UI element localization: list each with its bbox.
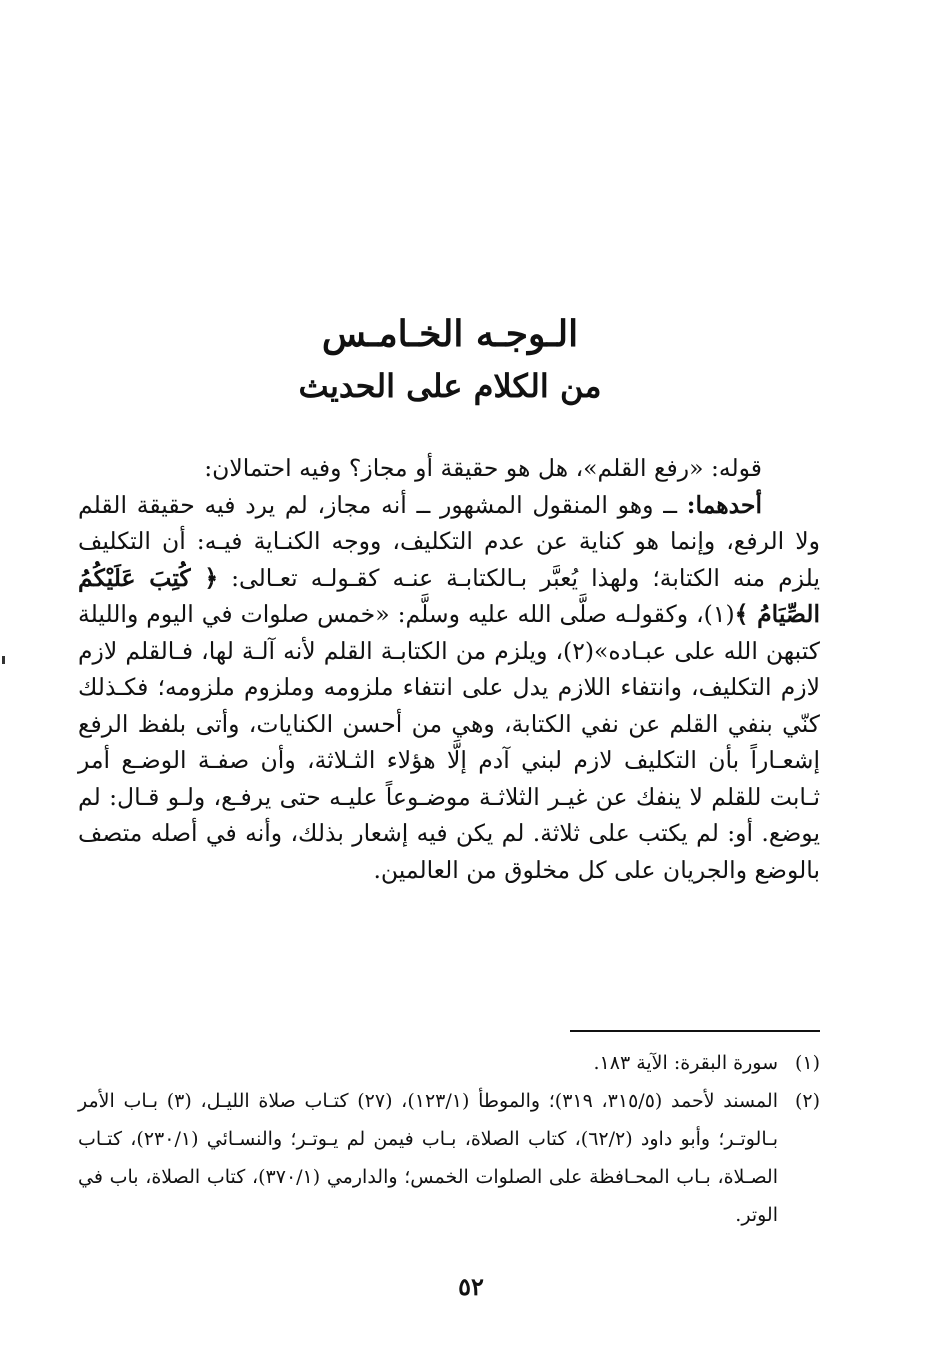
first-possibility-paragraph bbox=[78, 487, 820, 889]
first-possibility-text-cont: (١)، وكقولـه صلَّى الله عليه وسلَّم: «خمس صلوات في اليوم والليلة كتبهن الله على عبـاده»(٢)، ويلزم من الكتابـة القلم لأنه آلـة لها، فـالقلم لازم لازم التكليف، وانتفاء اللازم يدل على انتفاء ملزومه وملزوم ملزومه؛ فكـذلك كنّي بنفي القلم عن نفي الكتابة، وهي من أحسن الكنايات، وأتى بلفظ الرفع إشعـاراً بأن التكليف لازم لبني آدم إلَّا هؤلاء الثـلاثة، وأن صفـة الوضـع أمر ثـابت للقلم لا ينفك عن غيـر الثلاثـة موضـوعاً عليـه حتى يرفـع، ولـو قـال: لم يوضع. أو: لم يكتب على ثلاثة. لم يكن فيه إشعار بذلك، وأنه في أصله متصف بالوضع والجريان على كل مخلوق من العالمين. bbox=[78, 600, 820, 884]
footnote-text: المسند لأحمد (٣١٥/٥، ٣١٩)؛ والموطأ (١٢٣/١)، (٢٧) كتـاب صلاة الليـل، (٣) بـاب الأمر بـالوتـر؛ وأبو داود (٦٢/٢)، كتاب الصلاة، بـاب فيمن لم يـوتـر؛ والنسـائي (٢٣٠/١)، كتـاب الصـلاة، بـاب المحـافظة على الصلوات الخمس؛ والدارمي (٣٧٠/١)، كتاب الصلاة، باب في الوتر. bbox=[78, 1090, 778, 1226]
footnote-item bbox=[78, 1082, 820, 1234]
chapter-title: الـوجـه الخـامـس bbox=[321, 313, 579, 355]
quran-verse: ﴿ كُتِبَ عَلَيْكُمُ الصِّيَامُ ﴾ bbox=[78, 563, 820, 628]
footnote-item bbox=[78, 1044, 820, 1082]
first-possibility-text: ــ وهو المنقول المشهور ــ أنه مجاز، لم يرد فيه حقيقة القلم ولا الرفع، وإنما هو كناية عن عدم التكليف، ووجه الكنـاية فيـه: أن التكليف يلزم منه الكتابة؛ ولهذا يُعبَّر بـالكتابـة عنـه كقـولـه تعـالى: bbox=[78, 490, 820, 592]
chapter-subtitle: من الكلام على الحديث bbox=[298, 367, 602, 405]
footnote-number: (١) bbox=[794, 1052, 820, 1074]
main-text bbox=[78, 450, 820, 888]
page-number: ٥٢ bbox=[458, 1272, 484, 1301]
scan-edge-mark bbox=[2, 656, 5, 664]
first-possibility-lead: أحدهما: bbox=[686, 490, 762, 519]
footnote-text: سورة البقرة: الآية ١٨٣. bbox=[593, 1052, 778, 1074]
footnotes bbox=[78, 1044, 820, 1234]
footnote-separator bbox=[570, 1030, 820, 1032]
intro-paragraph: قوله: «رفع القلم»، هل هو حقيقة أو مجاز؟ وفيه احتمالان: bbox=[204, 454, 762, 482]
footnote-number: (٢) bbox=[794, 1090, 820, 1112]
